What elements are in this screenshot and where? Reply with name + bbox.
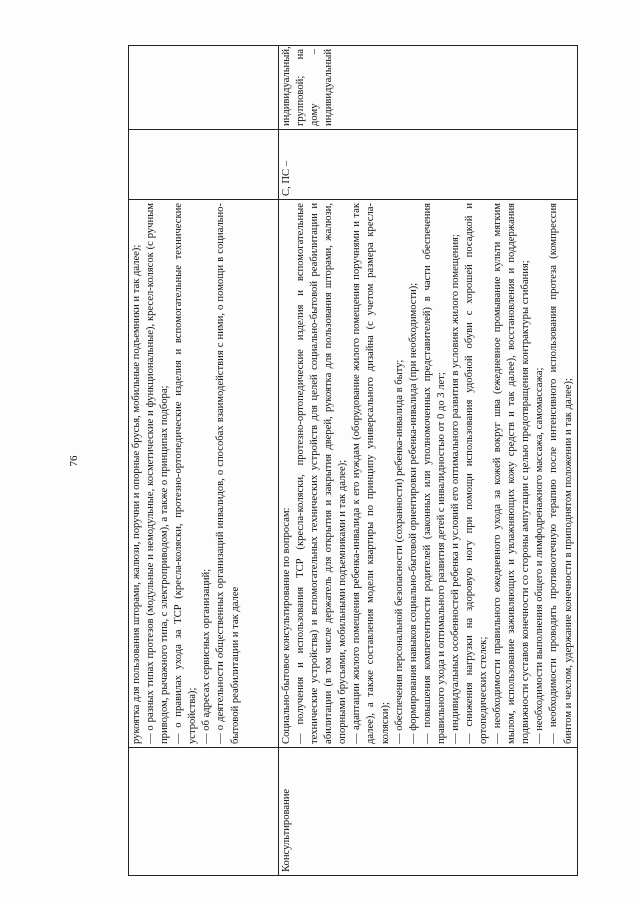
page-number: 76 — [68, 455, 80, 467]
form-cell — [129, 130, 279, 200]
content-item: — о правилах ухода за ТСР (кресла-коляски, протезно-ортопедические изделия и вспомогательные технические устройства); — [173, 203, 199, 744]
content-item: — необходимости проводить противоотечную терапию после интенсивного использования протеза (компрессия бинтом и чехлом, удержание конечности в приподнятом положении и так далее); — [548, 203, 574, 744]
rotated-content — [68, 46, 588, 876]
content-item: — необходимости правильного ежедневного ухода за кожей вокруг шва (ежедневное промывание культи мягким мылом, использование заживляющих и увлажняющих кожу средств и так далее), восстановления и поддержания подвижности суставов конечности со стороны ампутации с целью предотвращения контрактуры сгибания; — [492, 203, 532, 744]
form-cell — [279, 130, 578, 200]
content-item: — получения и использования ТСР (кресла-коляски, протезно-ортопедические изделия и вспомогательные технические устройства) и вспомогательных технических устройств для целей социально-бытовой реабилитации и абилитации (в том числе держатель для открытия и закрытия дверей, рукоятка для пользования шторами, жалюзи, опорными брусьями, мобильными подъемниками и так далее); — [295, 203, 349, 744]
form-text: С, ПС – — [281, 160, 292, 196]
services-table — [128, 45, 578, 876]
content-item: — снижения нагрузки на здоровую ногу при помощи использования удобной обуви с хорошей посадкой и ортопедических стелек; — [464, 203, 490, 744]
content-item: — индивидуальных особенностей ребенка и условий его оптимального развития в условиях жилого помещения; — [449, 234, 461, 744]
content-item: — об адресах сервисных организаций; — [201, 568, 213, 744]
content-item: — необходимости выполнения общего и лимфодренажного массажа, самомассажа; — [534, 367, 546, 744]
mode-cell — [129, 46, 279, 130]
service-name-cell — [129, 748, 279, 876]
mode-text: индивидуальный, групповой; на дому – индивидуальный — [281, 46, 335, 126]
content-item: рукоятка для пользования шторами, жалюзи, поручни и опорные брусья, мобильные подъемники и так далее); — [131, 244, 142, 744]
table-row — [129, 46, 279, 876]
service-content-cell — [129, 200, 279, 748]
content-item: — повышения компетентности родителей (законных или уполномоченных представителей) в части обеспечения правильного ухода и оптимального развития детей с инвалидностью от 0 до 3 лет; — [421, 203, 447, 744]
table-row — [279, 46, 578, 876]
content-item: — обеспечения персональной безопасности (сохранности) ребенка-инвалида в быту; — [393, 359, 405, 744]
content-item: — о разных типах протезов (модульные и немодульные, косметические и функциональные), кресел-колясок (с ручным приводом, рычажного типа, с электроприводом), а также о принципах подбора; — [145, 203, 171, 744]
content-item: Социально-бытовое консультирование по вопросам: — [281, 507, 292, 744]
service-name-cell: Консультирование — [279, 748, 578, 876]
content-item: — формирования навыков социально-бытовой ориентировки ребенка-инвалида (при необходимости); — [407, 282, 419, 744]
service-content-cell — [279, 200, 578, 748]
mode-cell — [279, 46, 578, 130]
content-item: — о деятельности общественных организаций инвалидов, о способах взаимодействия с ними, о помощи в социально-бытовой реабилитации и так далее — [215, 203, 241, 744]
content-item: — адаптации жилого помещения ребенка-инвалида к его нуждам (оборудование жилого помещения поручнями и так далее), а также составления модели квартиры по принципу универсального дизайна (с учетом размера кресла-коляски); — [351, 203, 391, 744]
